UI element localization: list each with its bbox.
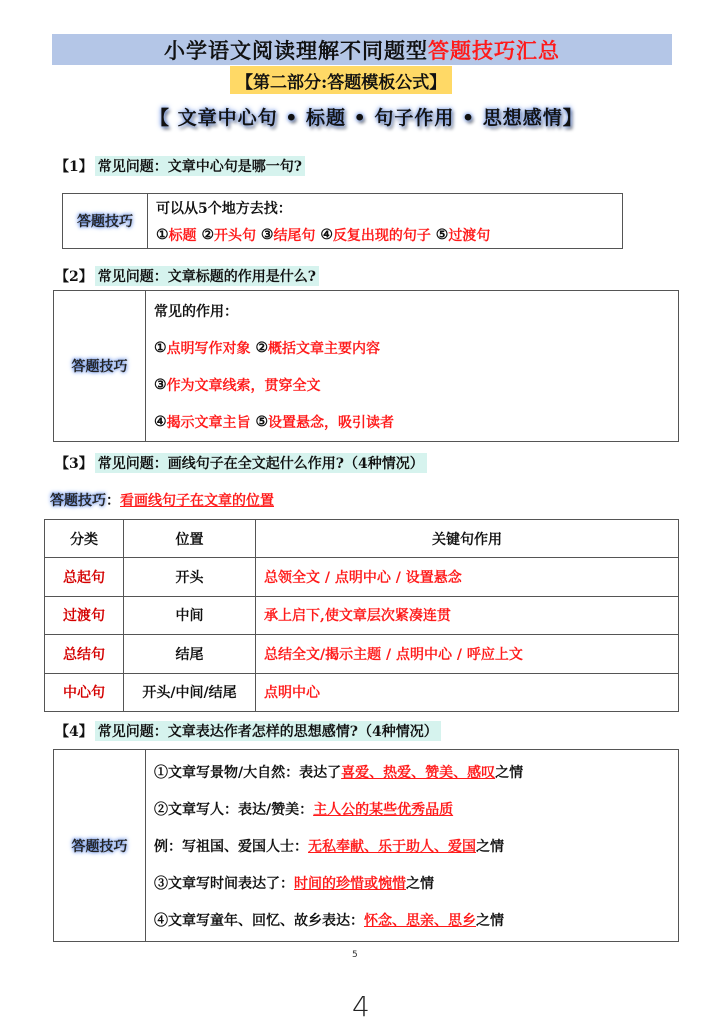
marker: ② — [201, 226, 214, 243]
marker: ③ — [260, 226, 274, 243]
tip-line — [154, 901, 670, 938]
tip-content-cell — [146, 750, 679, 942]
section3-question — [55, 451, 427, 475]
item-text: 过渡句 — [448, 227, 491, 244]
line-prefix: ①文章写景物/大自然：表达了 — [154, 764, 342, 781]
tip-label: 答题技巧 — [71, 838, 128, 855]
column-header: 分类 — [45, 520, 124, 558]
question-text: 常见问题：文章表达作者怎样的思想感情?（4种情况） — [95, 721, 441, 741]
tip-content-cell — [148, 194, 623, 249]
line-text: 设置悬念，吸引读者 — [268, 414, 394, 431]
position-cell: 开头/中间/结尾 — [124, 673, 256, 712]
tip-intro: 可以从5个地方去找： — [156, 200, 292, 217]
section2-question — [55, 264, 319, 288]
section2-table — [53, 290, 679, 442]
tip-label-cell — [54, 291, 146, 442]
item-text: 结尾句 — [273, 227, 316, 244]
line-prefix: ③文章写时间表达了： — [154, 875, 294, 892]
line-suffix: 之情 — [476, 912, 504, 929]
section4-table — [53, 749, 679, 942]
document-title — [52, 34, 672, 65]
tip-colon: ： — [106, 493, 120, 509]
tip-intro: 常见的作用： — [154, 303, 238, 320]
tip-items — [156, 221, 614, 248]
line-prefix: 例：写祖国、爱国人士： — [154, 838, 308, 855]
tip-content-cell — [146, 291, 679, 442]
category-cell: 中心句 — [45, 673, 124, 712]
role-cell: 总领全文 / 点明中心 / 设置悬念 — [256, 558, 679, 597]
tip-text: 看画线句子在文章的位置 — [120, 493, 274, 509]
line-prefix: ④文章写童年、回忆、故乡表达： — [154, 912, 364, 929]
line-text: 概括文章主要内容 — [268, 340, 380, 357]
line-emphasis: 怀念、思亲、思乡 — [364, 912, 476, 929]
page-number-large: 4 — [352, 990, 370, 1023]
tip-line — [154, 753, 670, 790]
section3-tip — [50, 488, 274, 512]
line-prefix: ②文章写人：表达/赞美： — [154, 801, 314, 818]
section-number: 【3】 — [55, 456, 93, 472]
marker: ① — [156, 226, 169, 243]
column-header: 关键句作用 — [256, 520, 679, 558]
tip-label: 答题技巧 — [71, 359, 128, 375]
tip-line — [154, 864, 670, 901]
item-text: 反复出现的句子 — [332, 227, 431, 244]
tip-line — [154, 366, 670, 403]
line-suffix: 之情 — [406, 875, 434, 892]
line-suffix: 之情 — [495, 764, 524, 781]
tip-line — [154, 403, 670, 440]
marker: ⑤ — [435, 226, 449, 243]
section-number: 【1】 — [55, 159, 93, 175]
tip-line — [154, 790, 670, 827]
marker: ⑤ — [255, 413, 268, 430]
marker: ③ — [154, 376, 167, 393]
table-row — [45, 596, 679, 635]
line-emphasis: 主人公的某些优秀品质 — [313, 801, 454, 818]
line-emphasis: 时间的珍惜或惋惜 — [294, 875, 406, 892]
position-cell: 中间 — [124, 596, 256, 635]
section-number: 【4】 — [55, 724, 93, 740]
position-cell: 开头 — [124, 558, 256, 597]
marker: ① — [154, 339, 167, 356]
tip-label-cell — [63, 194, 148, 249]
question-text: 常见问题：文章标题的作用是什么? — [95, 266, 319, 286]
question-text: 常见问题：文章中心句是哪一句? — [95, 156, 305, 176]
question-text: 常见问题：画线句子在全文起什么作用?（4种情况） — [95, 453, 427, 473]
section1-question — [55, 154, 305, 178]
line-text: 揭示文章主旨 — [166, 414, 251, 431]
table-row — [45, 558, 679, 597]
item-text: 标题 — [168, 227, 197, 244]
role-cell: 点明中心 — [256, 673, 679, 712]
page-number-small: 5 — [352, 950, 358, 960]
line-text: 点明写作对象 — [166, 340, 251, 357]
category-cell: 总结句 — [45, 635, 124, 674]
role-cell: 承上启下,使文章层次紧凑连贯 — [256, 596, 679, 635]
line-suffix: 之情 — [476, 838, 504, 855]
marker: ④ — [320, 226, 333, 243]
table-header-row — [45, 520, 679, 558]
line-emphasis: 无私奉献、乐于助人、爱国 — [308, 838, 476, 855]
tip-line — [154, 827, 670, 864]
section4-question — [55, 719, 441, 743]
category-cell: 过渡句 — [45, 596, 124, 635]
line-emphasis: 喜爱、热爱、赞美、感叹 — [341, 764, 496, 781]
sentence-role-table — [44, 519, 679, 712]
position-cell: 结尾 — [124, 635, 256, 674]
marker: ② — [255, 339, 268, 356]
section-number: 【2】 — [55, 269, 93, 285]
line-text: 作为文章线索，贯穿全文 — [166, 377, 321, 394]
tip-label-cell — [54, 750, 146, 942]
section1-table — [62, 193, 623, 249]
title-black: 小学语文阅读理解不同题型 — [164, 37, 428, 63]
column-header: 位置 — [124, 520, 256, 558]
tip-line — [154, 329, 670, 366]
table-row — [45, 673, 679, 712]
title-red: 答题技巧汇总 — [428, 37, 560, 63]
topics-heading: 【 文章中心句 • 标题 • 句子作用 • 思想感情】 — [150, 106, 583, 129]
role-cell: 总结全文/揭示主题 / 点明中心 / 呼应上文 — [256, 635, 679, 674]
tip-label: 答题技巧 — [77, 214, 133, 230]
part-label: 【第二部分:答题模板公式】 — [230, 66, 452, 94]
category-cell: 总起句 — [45, 558, 124, 597]
tip-label: 答题技巧 — [50, 493, 106, 509]
table-row — [45, 635, 679, 674]
item-text: 开头句 — [214, 227, 256, 244]
marker: ④ — [154, 413, 167, 430]
